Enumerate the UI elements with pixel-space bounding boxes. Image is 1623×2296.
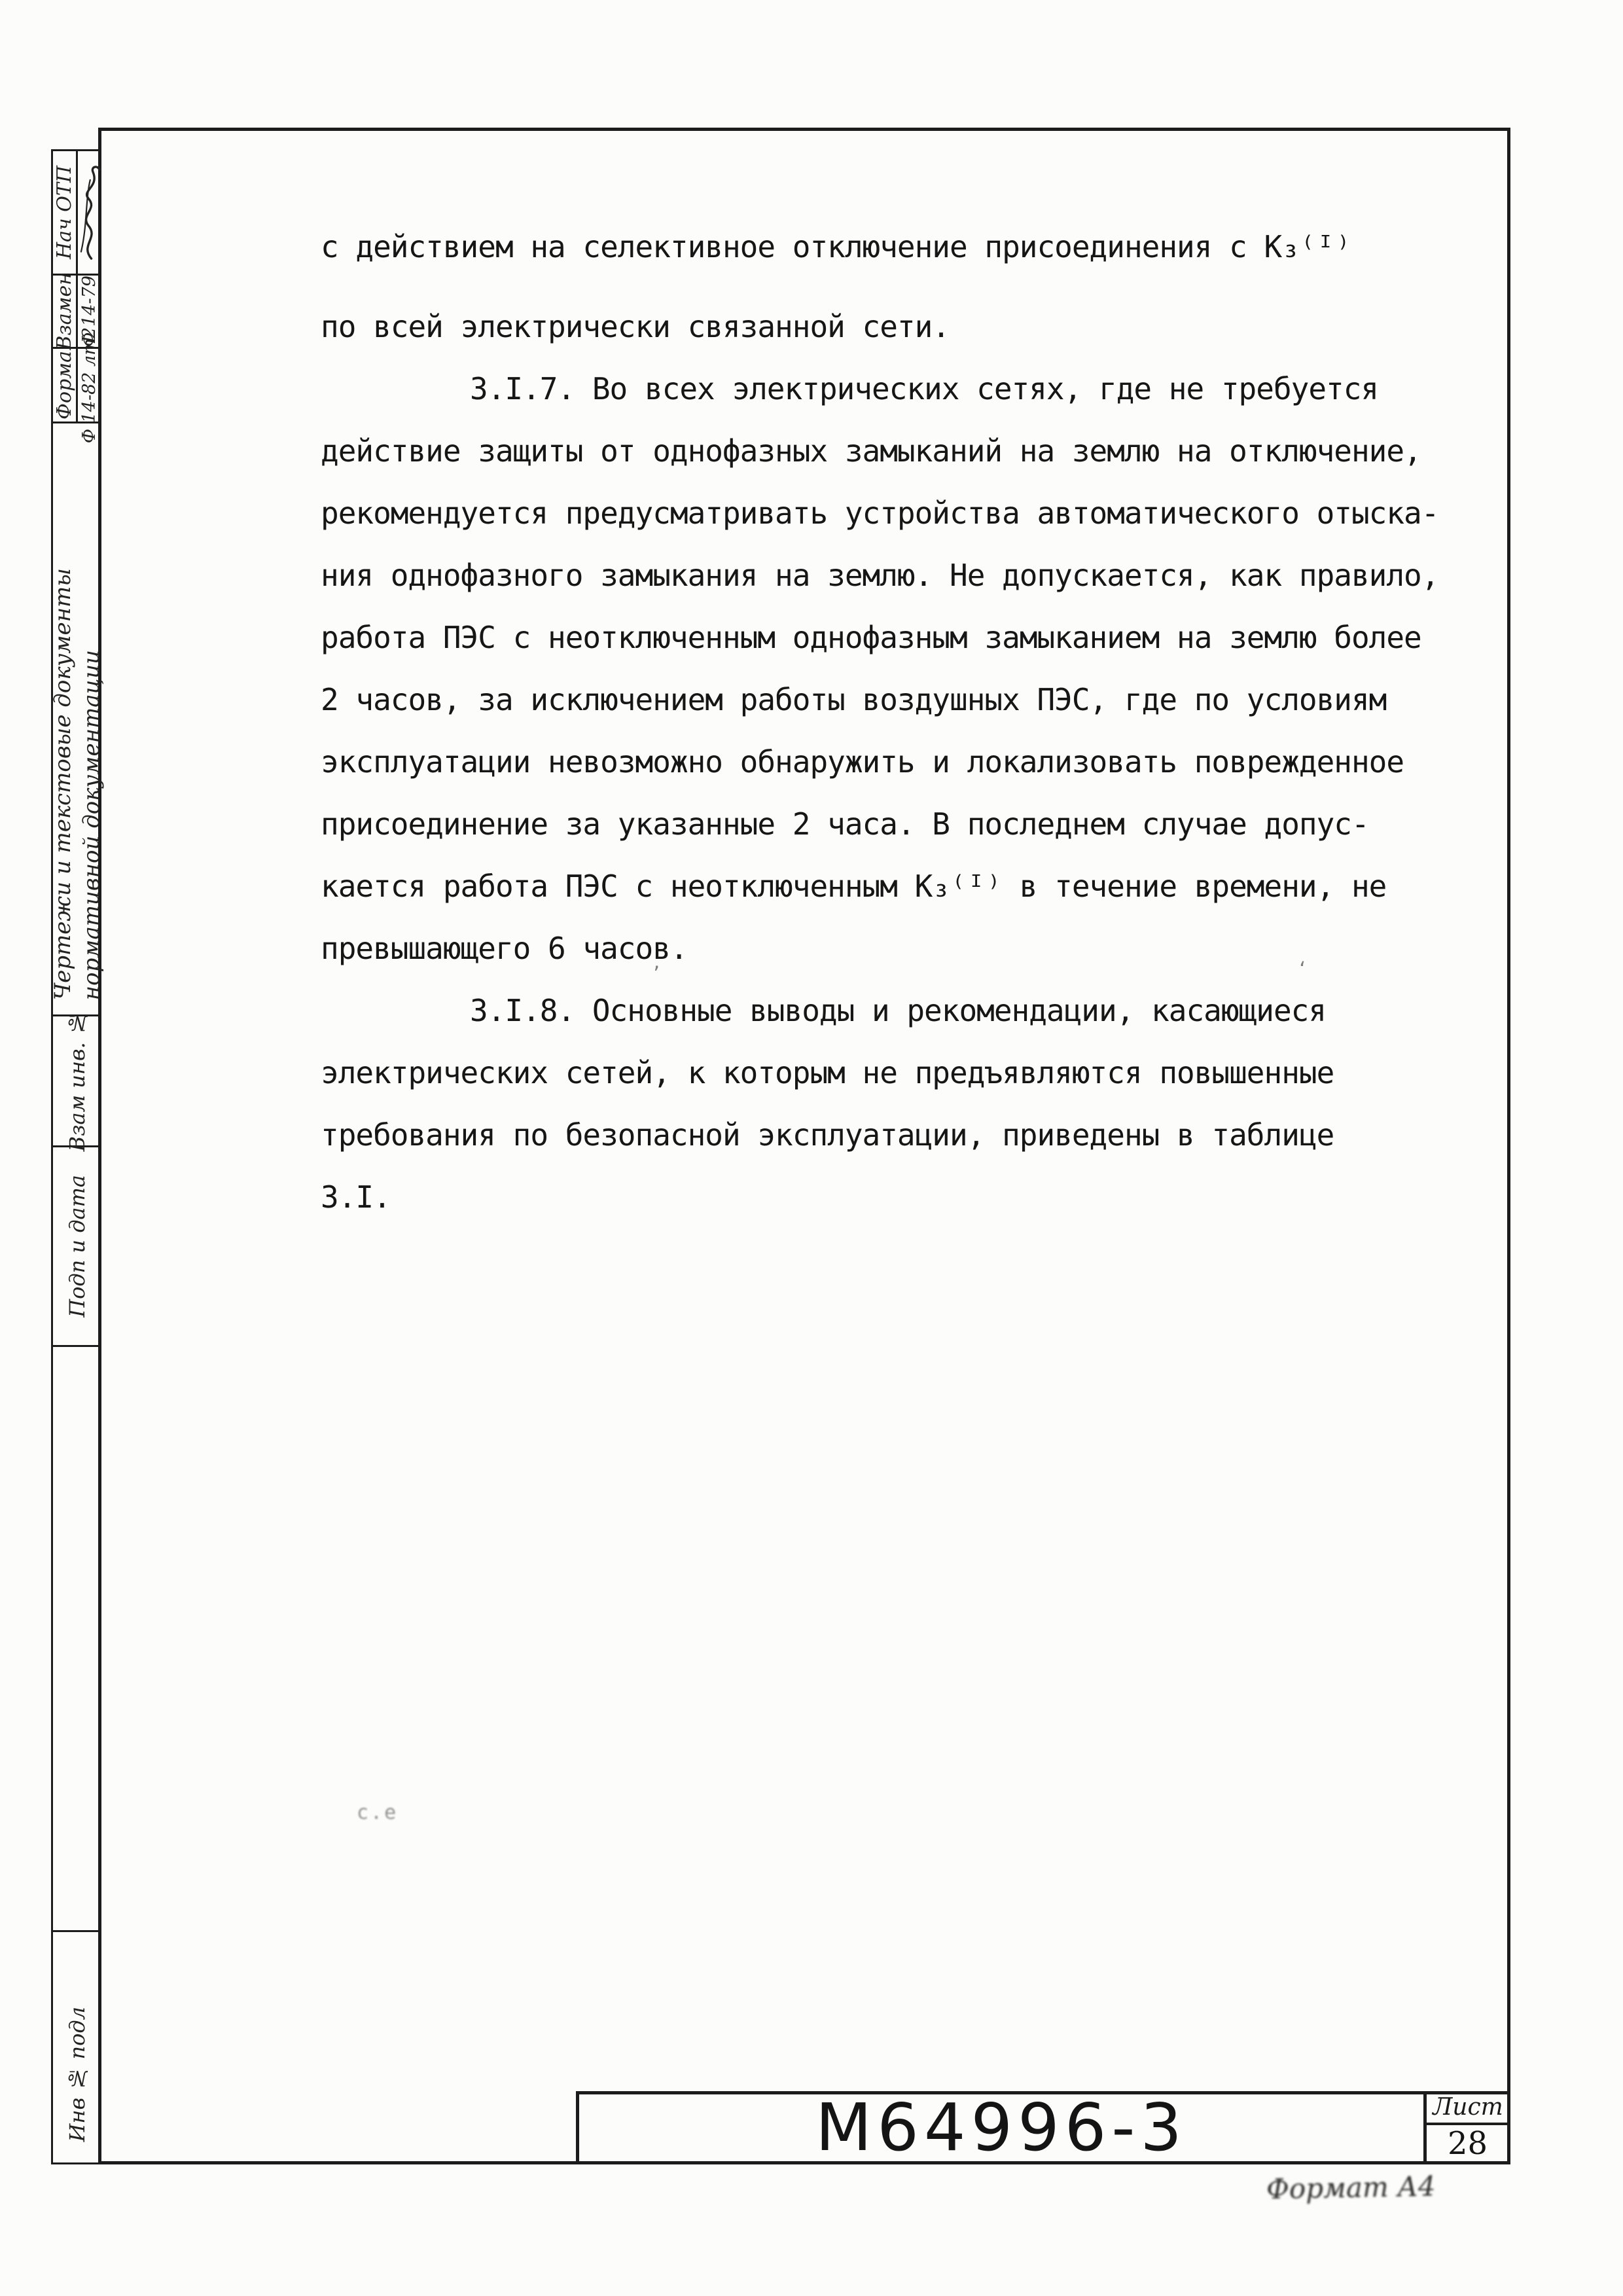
- stamp-approval-label-area: [53, 151, 76, 274]
- stamp-approval-signature-area: [76, 151, 101, 274]
- podp-data-label: Подп и дата: [64, 1175, 90, 1318]
- vzamen-value: Ф 14-79: [79, 276, 99, 347]
- document-body-text: [321, 216, 1512, 1229]
- format-label: Формат А4: [1266, 2170, 1436, 2206]
- stamp-cell-approval: [53, 151, 101, 276]
- text-line-para-3-1-8: 3.I.8. Основные выводы и рекомендации, касающиеся: [470, 993, 1327, 1028]
- document-number: М64996-3: [815, 2089, 1188, 2166]
- text-line: 3.I.: [321, 1179, 391, 1215]
- text-line: требования по безопасной эксплуатации, приведены в таблице: [321, 1117, 1334, 1153]
- stamp-cell-doc-type: [49, 423, 105, 1016]
- text-line: электрических сетей, к которым не предъявляются повышенные: [321, 1055, 1334, 1090]
- stamp-cell-empty: [53, 1347, 101, 1932]
- scan-artifact-tick: ‘: [1297, 959, 1308, 978]
- text-line: рекомендуется предусматривать устройства автоматического отыска-: [321, 495, 1439, 531]
- text-line: 2 часов, за исключением работы воздушных ПЭС, где по условиям: [321, 682, 1387, 717]
- text-line: присоединение за указанные 2 часа. В последнем случае допус-: [321, 806, 1369, 842]
- text-line: эксплуатации невозможно обнаружить и локализовать поврежденное: [321, 744, 1404, 780]
- scan-artifact-tick: ’: [651, 963, 662, 983]
- stamp-cell-podp-data: [53, 1147, 101, 1347]
- doc-type-line2: нормативной документации: [78, 649, 105, 1000]
- text-line: работа ПЭС с неотключенным однофазным замыканием на землю более: [321, 620, 1421, 655]
- text-line: кается работа ПЭС с неотключенным К₃⁽ᴵ⁾ в течение времени, не: [321, 869, 1387, 904]
- stamp-cell-forma: [53, 327, 101, 444]
- text-line: ния однофазного замыкания на землю. Не допускается, как правило,: [321, 558, 1439, 593]
- forma-value: Ф 14-82 лт2: [79, 327, 99, 444]
- text-line-para-3-1-7: 3.I.7. Во всех электрических сетях, где не требуется: [470, 371, 1379, 406]
- forma-value-area: [76, 327, 101, 444]
- stamp-sidebar: [49, 149, 105, 2164]
- nach-otp-label: Нач ОТП: [53, 165, 76, 259]
- signature-icon: [77, 160, 103, 265]
- text-line: превышающего 6 часов.: [321, 931, 688, 966]
- text-line: с действием на селективное отключение присоединения с К₃⁽ᴵ⁾: [321, 229, 1351, 264]
- vzamen-label: Взамен: [53, 272, 76, 350]
- sheet-label: Лист: [1433, 2093, 1503, 2121]
- vzam-inv-label: Взам инв. №: [64, 1010, 90, 1152]
- forma-label: Форма: [53, 351, 76, 420]
- sheet-number: 28: [1447, 2125, 1488, 2162]
- vzamen-label-area: [53, 272, 76, 350]
- stamp-cell-inv-podl: [53, 1932, 101, 2162]
- text-line: действие защиты от однофазных замыканий на землю на отключение,: [321, 433, 1421, 469]
- text-line: по всей электрически связанной сети.: [321, 309, 950, 344]
- inv-podl-label: Инв № подл: [64, 2006, 90, 2142]
- doc-type-line1: Чертежи и текстовые документы: [49, 567, 76, 1000]
- forma-label-area: [53, 349, 76, 422]
- stamp-cell-vzam-inv: [53, 1010, 101, 1152]
- scan-artifact-smudge: с.е: [357, 1801, 399, 1824]
